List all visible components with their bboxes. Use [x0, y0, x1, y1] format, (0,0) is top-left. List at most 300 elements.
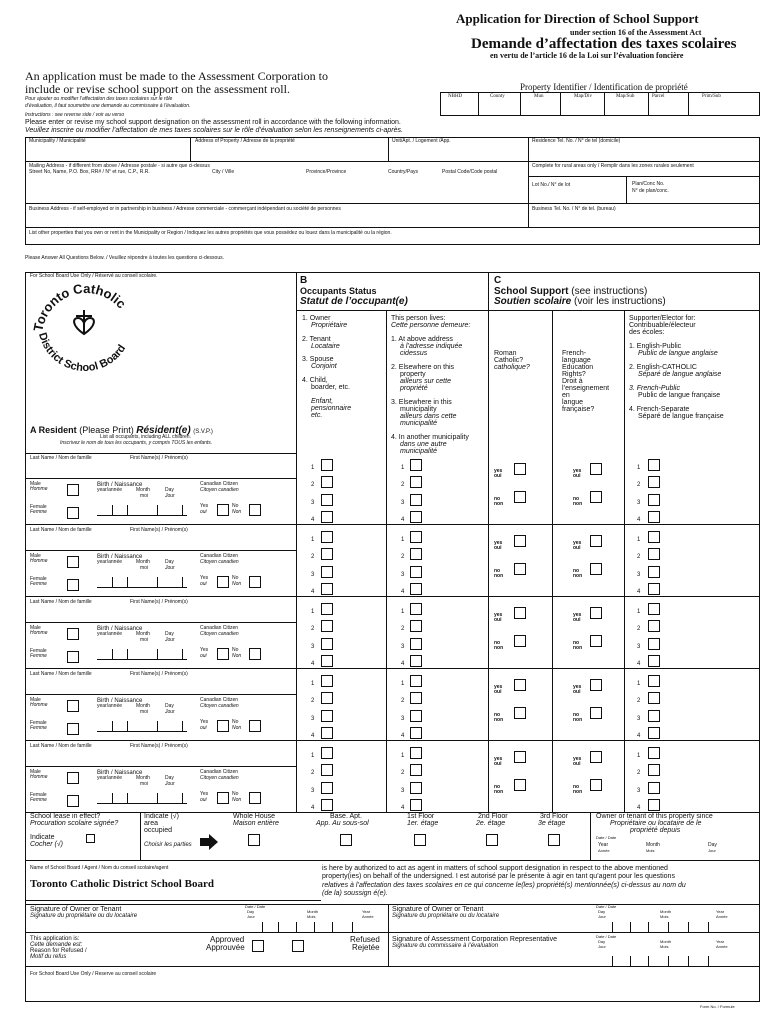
sig-year-2: Year	[716, 909, 725, 914]
year-label: year/année	[97, 559, 123, 565]
municipality-label: Municipality / Municipalité	[29, 138, 86, 144]
status-checkbox[interactable]	[321, 548, 333, 560]
day-fr-label: Jour	[165, 637, 175, 643]
status-checkbox[interactable]	[321, 727, 333, 739]
status-checkbox[interactable]	[321, 638, 333, 650]
app-is: This application is:	[30, 936, 80, 942]
sig-year-3: Year	[716, 939, 725, 944]
intro-line2: include or revise school support on the assessment roll.	[25, 82, 290, 96]
status-num: 4	[311, 517, 315, 523]
sig-date: Date / Date	[245, 904, 266, 909]
support-num: 2	[637, 770, 641, 776]
support-num: 3	[637, 716, 641, 722]
support-num: 1	[637, 537, 641, 543]
lives-num: 2	[401, 698, 405, 704]
citizen-no-checkbox[interactable]	[249, 648, 261, 660]
male-label: Male	[30, 769, 41, 775]
roman-oui: oui	[494, 473, 502, 479]
female-checkbox[interactable]	[67, 723, 79, 735]
roman-1: Roman	[494, 350, 517, 357]
french-yes: yes	[573, 468, 582, 474]
title-en: Application for Direction of School Support	[456, 11, 699, 26]
col-primsub: Prim/Sub	[702, 94, 721, 99]
roman-yes-checkbox[interactable]	[514, 535, 526, 547]
lives-num: 2	[401, 554, 405, 560]
male-checkbox[interactable]	[67, 772, 79, 784]
status-checkbox[interactable]	[321, 675, 333, 687]
citizen-label: Canadian Citizen	[200, 625, 239, 631]
sig-year-fr-2: Année	[716, 914, 728, 919]
citizen-yes-checkbox[interactable]	[217, 576, 229, 588]
citizen-fr-label: Citoyen canadien	[200, 559, 239, 565]
year-label: year/année	[97, 487, 123, 493]
status-num: 1	[311, 681, 315, 687]
support-checkbox[interactable]	[648, 655, 660, 667]
owner-since-fr1: Propriétaire ou locataire de le	[610, 820, 702, 827]
support-checkbox[interactable]	[648, 764, 660, 776]
agent-en2: property(ies) on behalf of the undersigned. I est autorisé par le présente à agir en tant qu’agent pour les questions	[322, 873, 675, 880]
support-num: 3	[637, 572, 641, 578]
sig-month-fr: Mois	[307, 914, 316, 919]
support-checkbox[interactable]	[648, 692, 660, 704]
roman-non: non	[494, 717, 504, 723]
female-checkbox[interactable]	[67, 579, 79, 591]
col-1st-fr: 1er. étage	[407, 820, 439, 827]
roman-no-checkbox[interactable]	[514, 563, 526, 575]
birth-label: Birth / Naissance	[97, 554, 143, 560]
status-checkbox[interactable]	[321, 583, 333, 595]
agent-name-label: Name of School Board / Agent / Nom du conseil scolaire/agent	[30, 865, 169, 871]
approved-checkbox[interactable]	[252, 940, 264, 952]
citizen-yes-checkbox[interactable]	[217, 648, 229, 660]
citizen-fr-label: Citoyen canadien	[200, 631, 239, 637]
sig-year: Year	[362, 909, 371, 914]
french-no-checkbox[interactable]	[590, 635, 602, 647]
base-apt-checkbox[interactable]	[340, 834, 352, 846]
owner-year: Year	[598, 842, 609, 848]
lives-4: 4. In another municipality	[391, 434, 469, 441]
sig-day: Day	[247, 909, 255, 914]
citizen-no-checkbox[interactable]	[249, 504, 261, 516]
last-name-label: Last Name / Nom de famille	[30, 743, 92, 749]
form-number: Form No. / Formule	[700, 1004, 735, 1009]
status-checkbox[interactable]	[321, 799, 333, 811]
month-label: Month	[136, 703, 150, 709]
support-checkbox[interactable]	[648, 459, 660, 471]
whole-house-checkbox[interactable]	[248, 834, 260, 846]
postal-label: Postal Code/Code postal	[442, 169, 498, 175]
support-num: 2	[637, 554, 641, 560]
french-yes: yes	[573, 612, 582, 618]
citizen-yes-label: Yes	[200, 791, 209, 797]
lives-3-fr: ailleurs dans cette	[400, 413, 457, 420]
status-num: 4	[311, 661, 315, 667]
support-num: 4	[637, 517, 641, 523]
lives-2b: property	[400, 371, 426, 378]
intro-fr2: d’évaluation, il faut soumettre une demande au commissaire à l’évaluation.	[25, 103, 191, 109]
col-3rd: 3rd Floor	[540, 813, 569, 820]
support-checkbox[interactable]	[648, 566, 660, 578]
lives-3: 3. Elsewhere in this	[391, 399, 452, 406]
supporter-2: Contribuable/électeur	[629, 322, 696, 329]
support-checkbox[interactable]	[648, 583, 660, 595]
french-9: française?	[562, 406, 595, 413]
french-yes-checkbox[interactable]	[590, 535, 602, 547]
first-names-label: First Name(s) / Prénom(s)	[130, 527, 188, 533]
support-checkbox[interactable]	[648, 476, 660, 488]
refused-fr-label: Rejetée	[352, 943, 380, 952]
roman-no-checkbox[interactable]	[514, 491, 526, 503]
status-checkbox[interactable]	[321, 764, 333, 776]
roman-oui: oui	[494, 617, 502, 623]
citizen-no-label: No	[232, 575, 239, 581]
lives-checkbox[interactable]	[410, 710, 422, 722]
sig-day-fr-2: Jour	[598, 914, 606, 919]
lives-checkbox[interactable]	[410, 494, 422, 506]
bus-tel-label: Business Tel. No. / N° de tel. (bureau)	[532, 206, 616, 212]
citizen-no-label: No	[232, 791, 239, 797]
citizen-no-checkbox[interactable]	[249, 576, 261, 588]
status-checkbox[interactable]	[321, 566, 333, 578]
status-checkbox[interactable]	[321, 494, 333, 506]
french-4: Rights?	[562, 371, 586, 378]
month-fr-label: moi	[140, 493, 149, 499]
lives-checkbox[interactable]	[410, 799, 422, 811]
owner-date: Date / Date	[596, 835, 617, 840]
french-no-checkbox[interactable]	[590, 779, 602, 791]
french-oui: oui	[573, 689, 581, 695]
female-checkbox[interactable]	[67, 507, 79, 519]
col-county: County	[490, 94, 505, 99]
roman-yes-checkbox[interactable]	[514, 679, 526, 691]
lives-num: 3	[401, 644, 405, 650]
male-label: Male	[30, 553, 41, 559]
status-3: 3. Spouse	[302, 356, 334, 363]
month-fr-label: moi	[140, 709, 149, 715]
lives-checkbox[interactable]	[410, 531, 422, 543]
french-non: non	[573, 501, 583, 507]
lives-checkbox[interactable]	[410, 727, 422, 739]
male-fr-label: Homme	[30, 486, 48, 492]
lives-checkbox[interactable]	[410, 511, 422, 523]
section-c-title-fr: Soutien scolaire (voir les instructions)	[494, 296, 666, 307]
support-checkbox[interactable]	[648, 675, 660, 687]
area-label3: occupied	[144, 827, 173, 834]
lives-num: 3	[401, 788, 405, 794]
status-num: 1	[311, 465, 315, 471]
roman-no: no	[494, 496, 501, 502]
roman-no: no	[494, 712, 501, 718]
day-label: Day	[165, 775, 174, 781]
section-b-title-fr: Statut de l’occupant(e)	[300, 296, 408, 307]
status-num: 2	[311, 626, 315, 632]
birth-label: Birth / Naissance	[97, 698, 143, 704]
french-no: no	[573, 496, 580, 502]
option-1: 1. English-Public	[629, 343, 682, 350]
status-num: 2	[311, 770, 315, 776]
female-checkbox[interactable]	[67, 795, 79, 807]
status-checkbox[interactable]	[321, 692, 333, 704]
citizen-yes-checkbox[interactable]	[217, 792, 229, 804]
sig-owner: Signature of Owner or Tenant	[30, 906, 122, 913]
roman-non: non	[494, 645, 504, 651]
citizen-no-label: No	[232, 503, 239, 509]
roman-yes-checkbox[interactable]	[514, 751, 526, 763]
res-tel-label: Residence Tel. No. / N° de tel (domicile)	[532, 138, 621, 144]
roman-yes-checkbox[interactable]	[514, 607, 526, 619]
french-yes-checkbox[interactable]	[590, 463, 602, 475]
lives-checkbox[interactable]	[410, 782, 422, 794]
col-base-fr: App. Au sous-sol	[316, 820, 369, 827]
month-label: Month	[136, 631, 150, 637]
status-checkbox[interactable]	[321, 747, 333, 759]
status-checkbox[interactable]	[321, 476, 333, 488]
last-name-label: Last Name / Nom de famille	[30, 599, 92, 605]
lives-num: 1	[401, 465, 405, 471]
section-c-title-en: School Support (see instructions)	[494, 286, 648, 297]
citizen-fr-label: Citoyen canadien	[200, 775, 239, 781]
roman-yes-checkbox[interactable]	[514, 463, 526, 475]
status-checkbox[interactable]	[321, 511, 333, 523]
french-yes: yes	[573, 540, 582, 546]
property-title: Property Identifier / Identification de propriété	[520, 82, 688, 92]
status-checkbox[interactable]	[321, 782, 333, 794]
sig-month-fr-3: Mois	[660, 944, 669, 949]
french-no-checkbox[interactable]	[590, 491, 602, 503]
col-mapdiv: Map/Div	[574, 94, 593, 99]
status-num: 3	[311, 716, 315, 722]
support-num: 3	[637, 644, 641, 650]
citizen-yes-checkbox[interactable]	[217, 504, 229, 516]
lease-checkbox[interactable]	[86, 834, 95, 843]
roman-yes: yes	[494, 612, 503, 618]
support-checkbox[interactable]	[648, 727, 660, 739]
status-4-fr3: etc.	[311, 412, 323, 419]
roman-no: no	[494, 568, 501, 574]
section-a-list: List all occupants, including ALL children.	[100, 434, 191, 440]
agent-fr2: (de la) soussign é(e).	[322, 890, 388, 897]
support-checkbox[interactable]	[648, 494, 660, 506]
sig-day-3: Day	[598, 939, 606, 944]
street-label: Street No, Name, P.O. Box, RR# / N° et rue, C.P., R.R.	[29, 169, 150, 175]
support-checkbox[interactable]	[648, 548, 660, 560]
sig-owner-2: Signature of Owner or Tenant	[392, 906, 484, 913]
female-fr-label: Femme	[30, 725, 47, 731]
french-2: language	[562, 357, 591, 364]
citizen-yes-fr-label: oui	[200, 509, 207, 515]
option-2: 2. English-CATHOLIC	[629, 364, 697, 371]
citizen-no-fr-label: Non	[232, 725, 242, 731]
status-2: 2. Tenant	[302, 336, 331, 343]
roman-no-checkbox[interactable]	[514, 707, 526, 719]
lives-checkbox[interactable]	[410, 747, 422, 759]
last-name-label: Last Name / Nom de famille	[30, 671, 92, 677]
owner-since-fr2: propriété depuis	[630, 827, 681, 834]
agent-fr1: relatives à l’affectation des taxes scolaires en ce qui concerne le(les) propriété(s) mentionnée(s) ci-dessus au nom du	[322, 882, 686, 889]
section-c-letter: C	[494, 275, 502, 286]
support-checkbox[interactable]	[648, 531, 660, 543]
status-checkbox[interactable]	[321, 710, 333, 722]
sig-owner-fr: Signature du propriétaire ou du locataire	[30, 913, 138, 919]
roman-no-checkbox[interactable]	[514, 779, 526, 791]
lives-num: 3	[401, 716, 405, 722]
lives-checkbox[interactable]	[410, 548, 422, 560]
logo-text-bottom: District School Board	[36, 331, 129, 372]
citizen-yes-label: Yes	[200, 719, 209, 725]
lives-checkbox[interactable]	[410, 620, 422, 632]
french-yes-checkbox[interactable]	[590, 751, 602, 763]
lives-checkbox[interactable]	[410, 764, 422, 776]
col-2nd-fr: 2e. étage	[476, 820, 506, 827]
refused-label: Refused	[350, 935, 380, 944]
section-b-letter: B	[300, 275, 308, 286]
citizen-no-checkbox[interactable]	[249, 720, 261, 732]
lives-checkbox[interactable]	[410, 655, 422, 667]
roman-yes: yes	[494, 468, 503, 474]
citizen-no-fr-label: Non	[232, 797, 242, 803]
status-checkbox[interactable]	[321, 459, 333, 471]
status-num: 2	[311, 698, 315, 704]
third-floor-checkbox[interactable]	[548, 834, 560, 846]
option-2-fr: Séparé de langue anglaise	[638, 371, 722, 378]
french-1: French-	[562, 350, 587, 357]
support-num: 2	[637, 482, 641, 488]
french-non: non	[573, 645, 583, 651]
female-fr-label: Femme	[30, 797, 47, 803]
roman-yes: yes	[494, 756, 503, 762]
status-checkbox[interactable]	[321, 531, 333, 543]
lot-label: Lot No./ N° de lot	[532, 182, 571, 188]
french-yes-checkbox[interactable]	[590, 679, 602, 691]
support-checkbox[interactable]	[648, 799, 660, 811]
french-no-checkbox[interactable]	[590, 563, 602, 575]
french-yes-checkbox[interactable]	[590, 607, 602, 619]
lives-1-fr: à l’adresse indiquée	[400, 343, 463, 350]
section-a-list-fr: Inscrivez le nom de tous les occupants, y compris TOUS les enfants.	[60, 440, 213, 446]
intro-line1: An application must be made to the Assessment Corporation to	[25, 69, 328, 83]
col-1st: 1st Floor	[407, 813, 435, 820]
support-checkbox[interactable]	[648, 511, 660, 523]
supporter-1: Supporter/Elector for:	[629, 315, 696, 322]
approved-label: Approved	[210, 935, 245, 944]
rural-label: Complete for rural areas only / Remplir dans les zones rurales seulement	[532, 163, 694, 169]
support-num: 2	[637, 626, 641, 632]
mailing-label: Mailing Address - if different from above / Adresse postale - si autre que ci-dessus	[29, 163, 210, 169]
status-1-fr: Propriétaire	[311, 322, 348, 329]
day-label: Day	[165, 631, 174, 637]
supporter-3: des écoles:	[629, 329, 665, 336]
lives-checkbox[interactable]	[410, 459, 422, 471]
french-7: en	[562, 392, 570, 399]
col-mapsub: Map/Sub	[616, 94, 635, 99]
male-label: Male	[30, 481, 41, 487]
col-3rd-fr: 3e étage	[538, 820, 566, 827]
unit-label: Unit/Apt. / Logement /App.	[392, 138, 451, 144]
status-num: 4	[311, 733, 315, 739]
app-is-fr: Cette demande est:	[30, 942, 83, 948]
col-whole-fr: Maison entière	[233, 820, 279, 827]
citizen-fr-label: Citoyen canadien	[200, 487, 239, 493]
option-3-fr: Public de langue française	[638, 392, 721, 399]
status-checkbox[interactable]	[321, 620, 333, 632]
lives-checkbox[interactable]	[410, 476, 422, 488]
lives-4-fr2: municipalité	[400, 448, 437, 455]
lives-checkbox[interactable]	[410, 583, 422, 595]
male-checkbox[interactable]	[67, 556, 79, 568]
male-checkbox[interactable]	[67, 484, 79, 496]
other-props-label: List other properties that you own or rent in the Municipality or Region / Indiquez les autres propriétés que vous possédez ou louez dans la municipalité ou la région.	[29, 230, 392, 236]
year-label: year/année	[97, 703, 123, 709]
citizen-yes-label: Yes	[200, 647, 209, 653]
day-label: Day	[165, 703, 174, 709]
lives-checkbox[interactable]	[410, 603, 422, 615]
male-fr-label: Homme	[30, 702, 48, 708]
status-checkbox[interactable]	[321, 603, 333, 615]
roman-3: catholique?	[494, 364, 530, 371]
lives-num: 1	[401, 681, 405, 687]
citizen-no-label: No	[232, 719, 239, 725]
option-3: 3. French-Public	[629, 385, 680, 392]
citizen-no-checkbox[interactable]	[249, 792, 261, 804]
first-floor-checkbox[interactable]	[414, 834, 426, 846]
roman-no: no	[494, 784, 501, 790]
status-checkbox[interactable]	[321, 655, 333, 667]
support-checkbox[interactable]	[648, 747, 660, 759]
owner-year-fr: Année	[598, 848, 610, 853]
second-floor-checkbox[interactable]	[486, 834, 498, 846]
lives-2: 2. Elsewhere on this	[391, 364, 455, 371]
lives-2-fr2: propriété	[400, 385, 428, 392]
lives-checkbox[interactable]	[410, 566, 422, 578]
roman-oui: oui	[494, 761, 502, 767]
day-fr-label: Jour	[165, 709, 175, 715]
french-no-checkbox[interactable]	[590, 707, 602, 719]
support-checkbox[interactable]	[648, 638, 660, 650]
refused-checkbox[interactable]	[292, 940, 304, 952]
first-names-label: First Name(s) / Prénom(s)	[130, 455, 188, 461]
french-no: no	[573, 568, 580, 574]
citizen-no-label: No	[232, 647, 239, 653]
roman-oui: oui	[494, 689, 502, 695]
lives-checkbox[interactable]	[410, 692, 422, 704]
support-checkbox[interactable]	[648, 782, 660, 794]
sig-year-fr-3: Année	[716, 944, 728, 949]
support-checkbox[interactable]	[648, 620, 660, 632]
sig-day-2: Day	[598, 909, 606, 914]
owner-month: Month	[646, 842, 660, 848]
option-4: 4. French-Separate	[629, 406, 690, 413]
male-checkbox[interactable]	[67, 700, 79, 712]
female-checkbox[interactable]	[67, 651, 79, 663]
support-checkbox[interactable]	[648, 710, 660, 722]
lives-num: 4	[401, 589, 405, 595]
sig-assess-fr: Signature du commissaire à l’évaluation	[392, 943, 499, 949]
french-oui: oui	[573, 761, 581, 767]
lives-checkbox[interactable]	[410, 675, 422, 687]
sig-month-fr-2: Mois	[660, 914, 669, 919]
month-label: Month	[136, 775, 150, 781]
french-6: l’enseignement	[562, 385, 610, 392]
roman-no-checkbox[interactable]	[514, 635, 526, 647]
male-fr-label: Homme	[30, 774, 48, 780]
citizen-label: Canadian Citizen	[200, 697, 239, 703]
male-checkbox[interactable]	[67, 628, 79, 640]
lease-indicate: Indicate	[30, 834, 55, 841]
support-checkbox[interactable]	[648, 603, 660, 615]
citizen-yes-checkbox[interactable]	[217, 720, 229, 732]
lives-checkbox[interactable]	[410, 638, 422, 650]
day-fr-label: Jour	[165, 781, 175, 787]
